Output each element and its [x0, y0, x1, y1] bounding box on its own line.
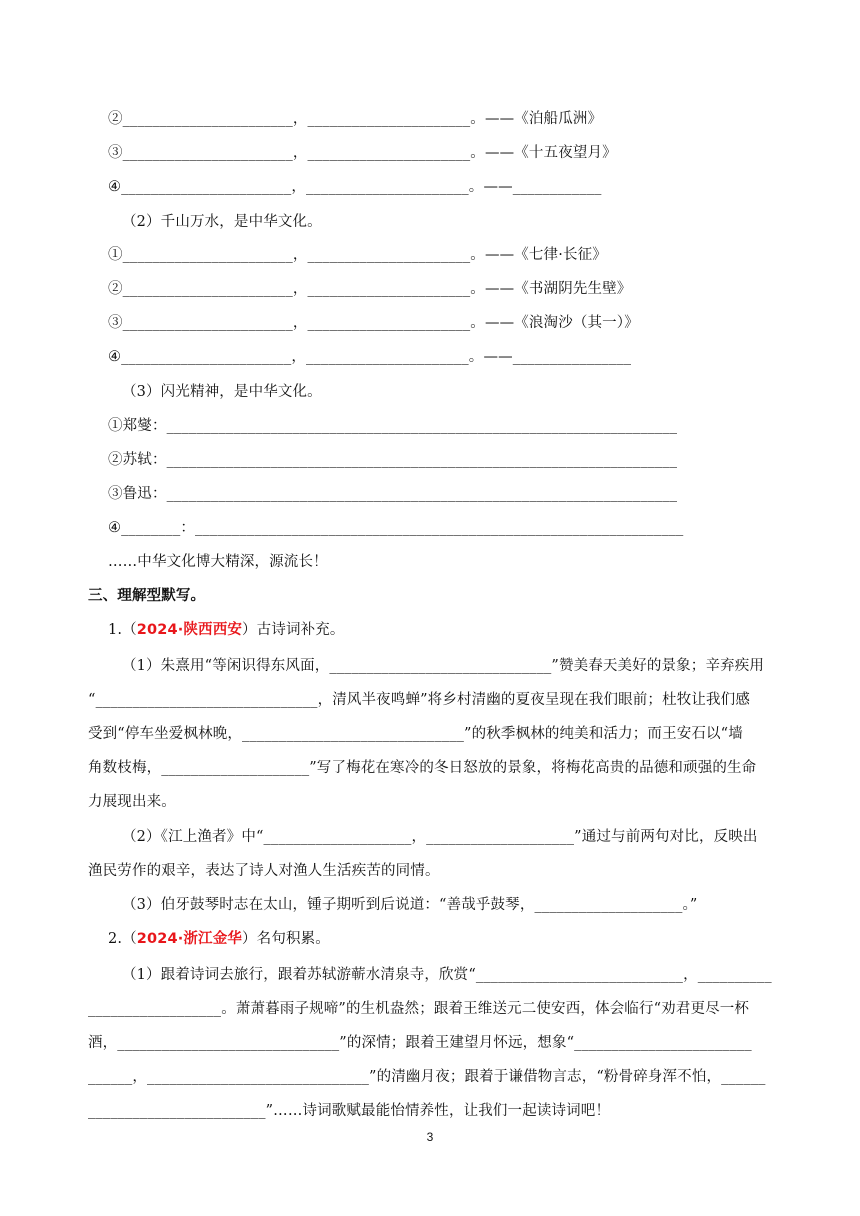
paragraph-line: 渔民劳作的艰辛，表达了诗人对渔人生活疾苦的同情。 [88, 863, 440, 879]
source-tag: 2024·浙江金华 [136, 931, 243, 947]
fill-line: ④________：__________________________________________________________________ [108, 520, 684, 536]
paragraph-line: （1）朱熹用“等闲识得东风面，______________________________”赞美春天美好的景象；辛弃疾用 [122, 658, 765, 674]
closing-line: ……中华文化博大精深，源流长！ [108, 554, 328, 570]
paragraph-line: （1）跟着诗词去旅行，跟着苏轼游蕲水清泉寺，欣赏“____________________________，__________ [122, 967, 772, 983]
paragraph-line: __________________。萧萧暮雨子规啼”的生机盎然；跟着王维送元二使安西，体会临行“劝君更尽一杯 [88, 1001, 750, 1017]
paragraph-line: （2）《江上渔者》中“____________________，____________________”通过与前两句对比，反映出 [122, 829, 758, 845]
paragraph-line: 角数枝梅，____________________”写了梅花在寒冷的冬日怒放的景象，将梅花高贵的品德和顽强的生命 [88, 760, 757, 776]
fill-line: ④_______________________，______________________。——____________ [108, 179, 602, 195]
paragraph-line: 酒，______________________________”的深情；跟着王建望月怀远，想象“________________________ [88, 1035, 752, 1051]
paragraph-line: ________________________”……诗词歌赋最能怡情养性，让我们一起读诗词吧！ [88, 1103, 611, 1119]
fill-line: ①_______________________，______________________。——《七律·长征》 [108, 247, 607, 263]
fill-line: ①郑燮：_____________________________________________________________________ [108, 418, 678, 434]
paragraph-line: 受到“停车坐爱枫林晚，______________________________”的秋季枫林的纯美和活力；而王安石以“墙 [88, 726, 743, 742]
paragraph-line: ______，______________________________”的清幽月夜；跟着于谦借物言志，“粉骨碎身浑不怕，______ [88, 1069, 766, 1085]
section-heading: （3）闪光精神，是中华文化。 [122, 384, 322, 400]
section-heading: （2）千山万水，是中华文化。 [122, 214, 322, 230]
part-heading: 三、理解型默写。 [88, 588, 206, 604]
paragraph-line: 力展现出来。 [88, 794, 176, 810]
fill-line: ②_______________________，______________________。——《书湖阴先生壁》 [108, 281, 632, 297]
fill-line: ④_______________________，______________________。——________________ [108, 349, 632, 365]
paragraph-line: “______________________________，清风半夜鸣蝉”将乡村清幽的夏夜呈现在我们眼前；杜牧让我们感 [88, 692, 750, 708]
fill-line: ③鲁迅：_____________________________________________________________________ [108, 486, 678, 502]
fill-line: ③_______________________，______________________。——《浪淘沙（其一）》 [108, 315, 639, 331]
page-number: 3 [426, 1130, 434, 1144]
fill-line: ②苏轼：_____________________________________________________________________ [108, 452, 678, 468]
question-2-header: 2.（2024·浙江金华）名句积累。 [108, 931, 330, 947]
question-1-header: 1.（2024·陕西西安）古诗词补充。 [108, 622, 345, 638]
paragraph-line: （3）伯牙鼓琴时志在太山，锺子期听到后说道：“善哉乎鼓琴，____________________。” [122, 897, 698, 913]
fill-line: ③_______________________，______________________。——《十五夜望月》 [108, 145, 617, 161]
source-tag: 2024·陕西西安 [136, 622, 243, 638]
fill-line: ②_______________________，______________________。——《泊船瓜洲》 [108, 111, 603, 127]
